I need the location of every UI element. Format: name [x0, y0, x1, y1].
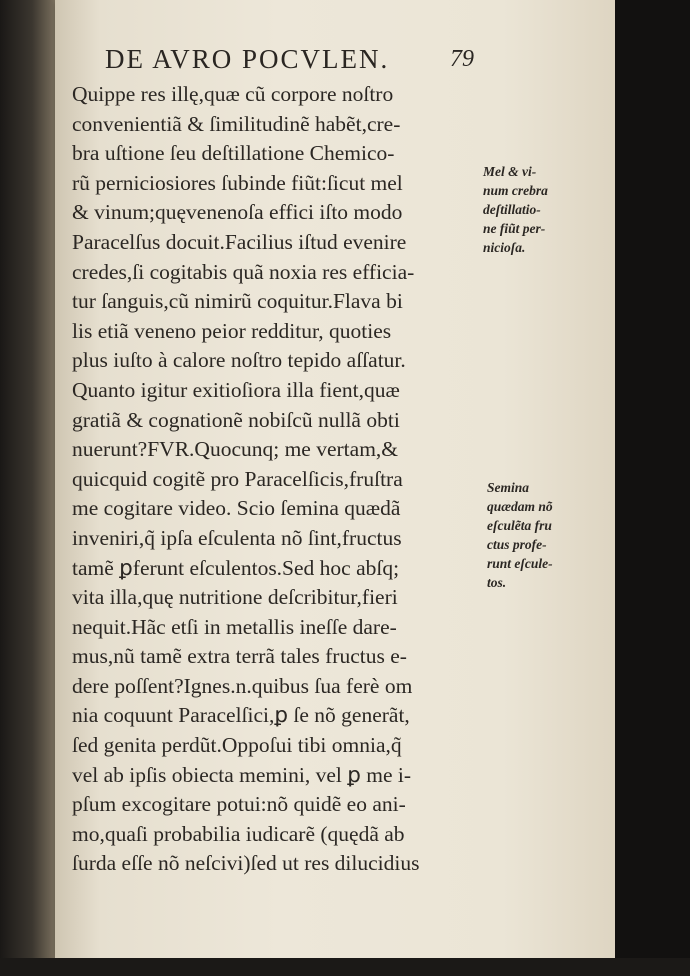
text-line: rũ perniciosiores ſubinde fiũt:ſicut mel — [72, 170, 403, 195]
margin-note-line: tos. — [487, 575, 507, 590]
text-line: convenientiã & ſimilitudinẽ habẽt,cre- — [72, 111, 401, 136]
margin-note-line: eſculẽta fru — [487, 518, 552, 533]
text-line: mus,nũ tamẽ extra terrã tales fructus e- — [72, 644, 407, 669]
text-line: lis etiã veneno peior redditur, quoties — [72, 318, 392, 343]
background-edge — [615, 0, 690, 976]
background-bottom — [0, 958, 690, 976]
page-number: 79 — [450, 46, 474, 72]
book-spine — [0, 0, 58, 976]
text-line: gratiã & cognationẽ nobiſcũ nullã obti — [72, 407, 400, 432]
running-header — [105, 44, 495, 75]
text-line: Paracelſus docuit.Facilius iſtud evenire — [72, 229, 407, 254]
text-line: nequit.Hãc etſi in metallis ineſſe dare- — [72, 614, 397, 639]
margin-note-line: runt eſcule- — [487, 556, 553, 571]
text-line: dere poſſent?Ignes.n.quibus ſua ferè om — [72, 673, 413, 698]
text-line: mo,quaſi probabilia iudicarẽ (quędã ab — [72, 821, 405, 846]
margin-note-line: deſtillatio- — [483, 202, 541, 217]
text-line: credes,ſi cogitabis quã noxia res efficia- — [72, 259, 415, 284]
text-line: me cogitare video. Scio ſemina quædã — [72, 496, 401, 521]
margin-note-line: Semina — [487, 480, 530, 495]
margin-note-line: Mel & vi- — [483, 164, 537, 179]
margin-note-line: nicioſa. — [483, 240, 526, 255]
text-line: plus iuſto à calore noſtro tepido aſſatur. — [72, 348, 406, 373]
text-line: pſum excogitare potui:nõ quidẽ eo ani- — [72, 792, 406, 817]
text-line: tur ſanguis,cũ nimirũ coquitur.Flava bi — [72, 289, 403, 314]
text-line: & vinum;quęvenenoſa effici iſto modo — [72, 200, 403, 225]
text-line: ſed genita perdũt.Oppoſui tibi omnia,q̃ — [72, 733, 402, 758]
text-line: nuerunt?FVR.Quocunq; me vertam,& — [72, 437, 399, 462]
running-title: DE AVRO POCVLEN. — [105, 44, 390, 74]
text-line: tamẽ ꝑferunt eſculentos.Sed hoc abſq; — [72, 555, 400, 580]
text-line: inveniri,q̃ ipſa eſculenta nõ ſint,fructus — [72, 525, 402, 550]
text-line: Quanto igitur exitioſiora illa fient,quæ — [72, 377, 400, 402]
text-line: vel ab ipſis obiecta memini, vel ꝑ me i- — [72, 762, 412, 787]
text-line: vita illa,quę nutritione deſcribitur,fieri — [72, 585, 398, 610]
text-line: nia coquunt Paracelſici,ꝑ ſe nõ generãt, — [72, 703, 410, 728]
body-text — [72, 80, 492, 879]
margin-note-line: ne fiũt per- — [483, 221, 546, 236]
margin-note-line: quædam nõ — [487, 499, 553, 514]
margin-note-line: ctus profe- — [487, 537, 547, 552]
text-line: quicquid cogitẽ pro Paracelſicis,fruſtra — [72, 466, 403, 491]
margin-note-mel — [483, 162, 548, 257]
text-line: bra uſtione ſeu deſtillatione Chemico- — [72, 141, 395, 166]
margin-note-semina — [487, 478, 553, 592]
text-line: Quippe res illę,quæ cũ corpore noſtro — [72, 82, 394, 106]
text-line: ſurda eſſe nõ neſcivi)ſed ut res dilucidius — [72, 851, 420, 876]
margin-note-line: num crebra — [483, 183, 548, 198]
